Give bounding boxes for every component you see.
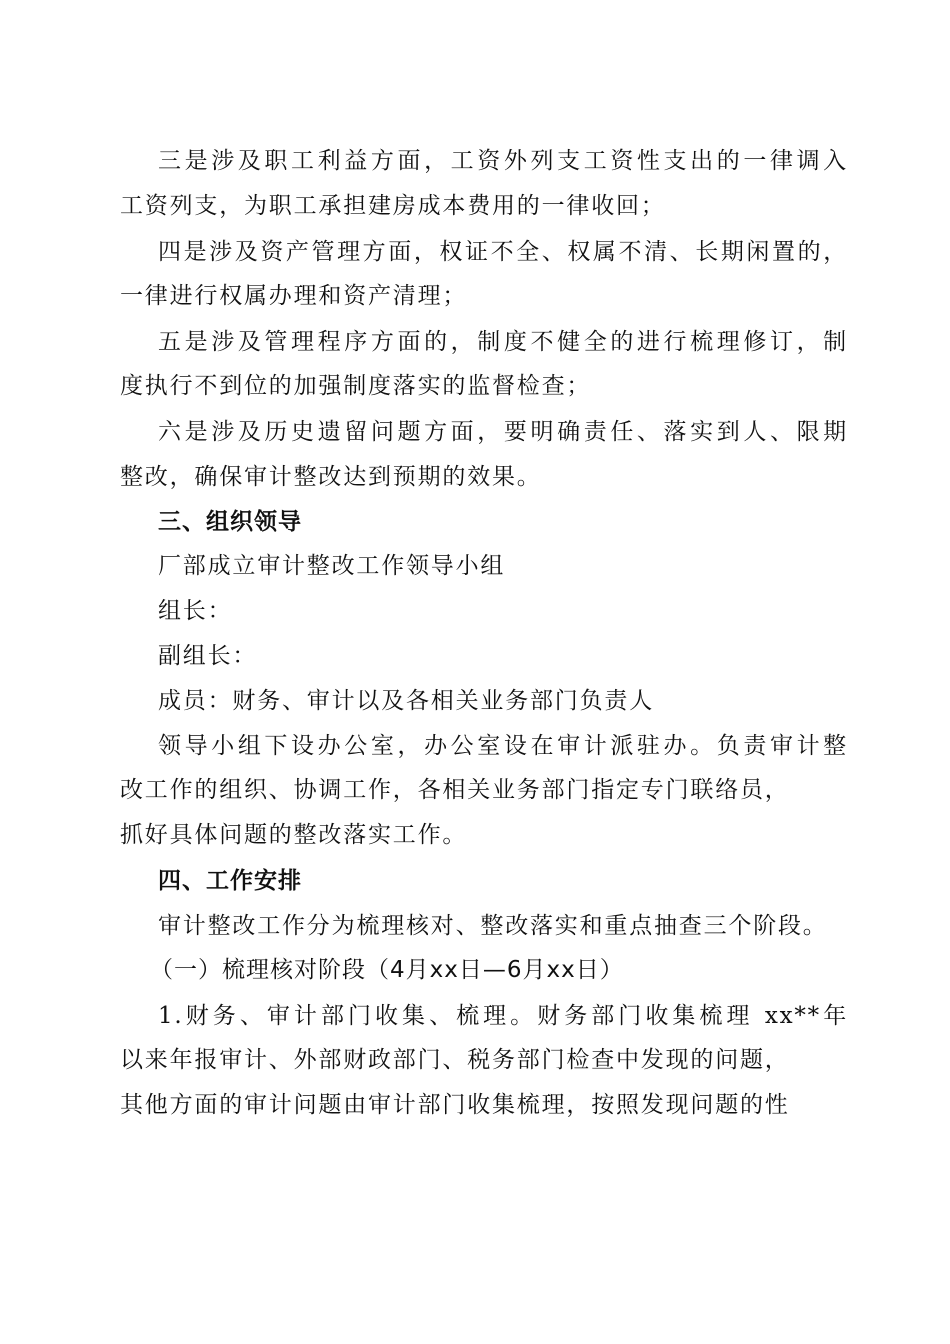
paragraph-line: 1.财务、审计部门收集、梳理。财务部门收集梳理 xx**年 [158, 1003, 848, 1029]
paragraph-line: 度执行不到位的加强制度落实的监督检查； [120, 373, 592, 399]
paragraph-line: 五是涉及管理程序方面的，制度不健全的进行梳理修订，制 [158, 329, 848, 355]
paragraph-line: 三是涉及职工利益方面，工资外列支工资性支出的一律调入 [158, 148, 848, 174]
paragraph-line: 领导小组下设办公室，办公室设在审计派驻办。负责审计整 [158, 733, 848, 759]
paragraph-line: 改工作的组织、协调工作，各相关业务部门指定专门联络员， [120, 777, 790, 803]
section-heading: 四、工作安排 [158, 868, 302, 894]
paragraph-line: 抓好具体问题的整改落实工作。 [120, 822, 468, 848]
paragraph-line: 成员：财务、审计以及各相关业务部门负责人 [158, 688, 654, 714]
paragraph-line: 整改，确保审计整改达到预期的效果。 [120, 464, 542, 490]
paragraph-line: 其他方面的审计问题由审计部门收集梳理，按照发现问题的性 [120, 1092, 790, 1118]
subsection-heading: （一）梳理核对阶段（4月xx日—6月xx日） [150, 957, 624, 983]
paragraph-line: 组长： [158, 598, 233, 624]
paragraph-line: 六是涉及历史遗留问题方面，要明确责任、落实到人、限期 [158, 419, 848, 445]
section-heading: 三、组织领导 [158, 509, 302, 535]
paragraph-line: 审计整改工作分为梳理核对、整改落实和重点抽查三个阶段。 [158, 913, 828, 939]
paragraph-line: 副组长： [158, 643, 258, 669]
paragraph-line: 以来年报审计、外部财政部门、税务部门检查中发现的问题， [120, 1047, 790, 1073]
paragraph-line: 四是涉及资产管理方面，权证不全、权属不清、长期闲置的， [158, 239, 848, 265]
paragraph-line: 一律进行权属办理和资产清理； [120, 283, 468, 309]
paragraph-line: 厂部成立审计整改工作领导小组 [158, 553, 506, 579]
paragraph-line: 工资列支，为职工承担建房成本费用的一律收回； [120, 193, 666, 219]
